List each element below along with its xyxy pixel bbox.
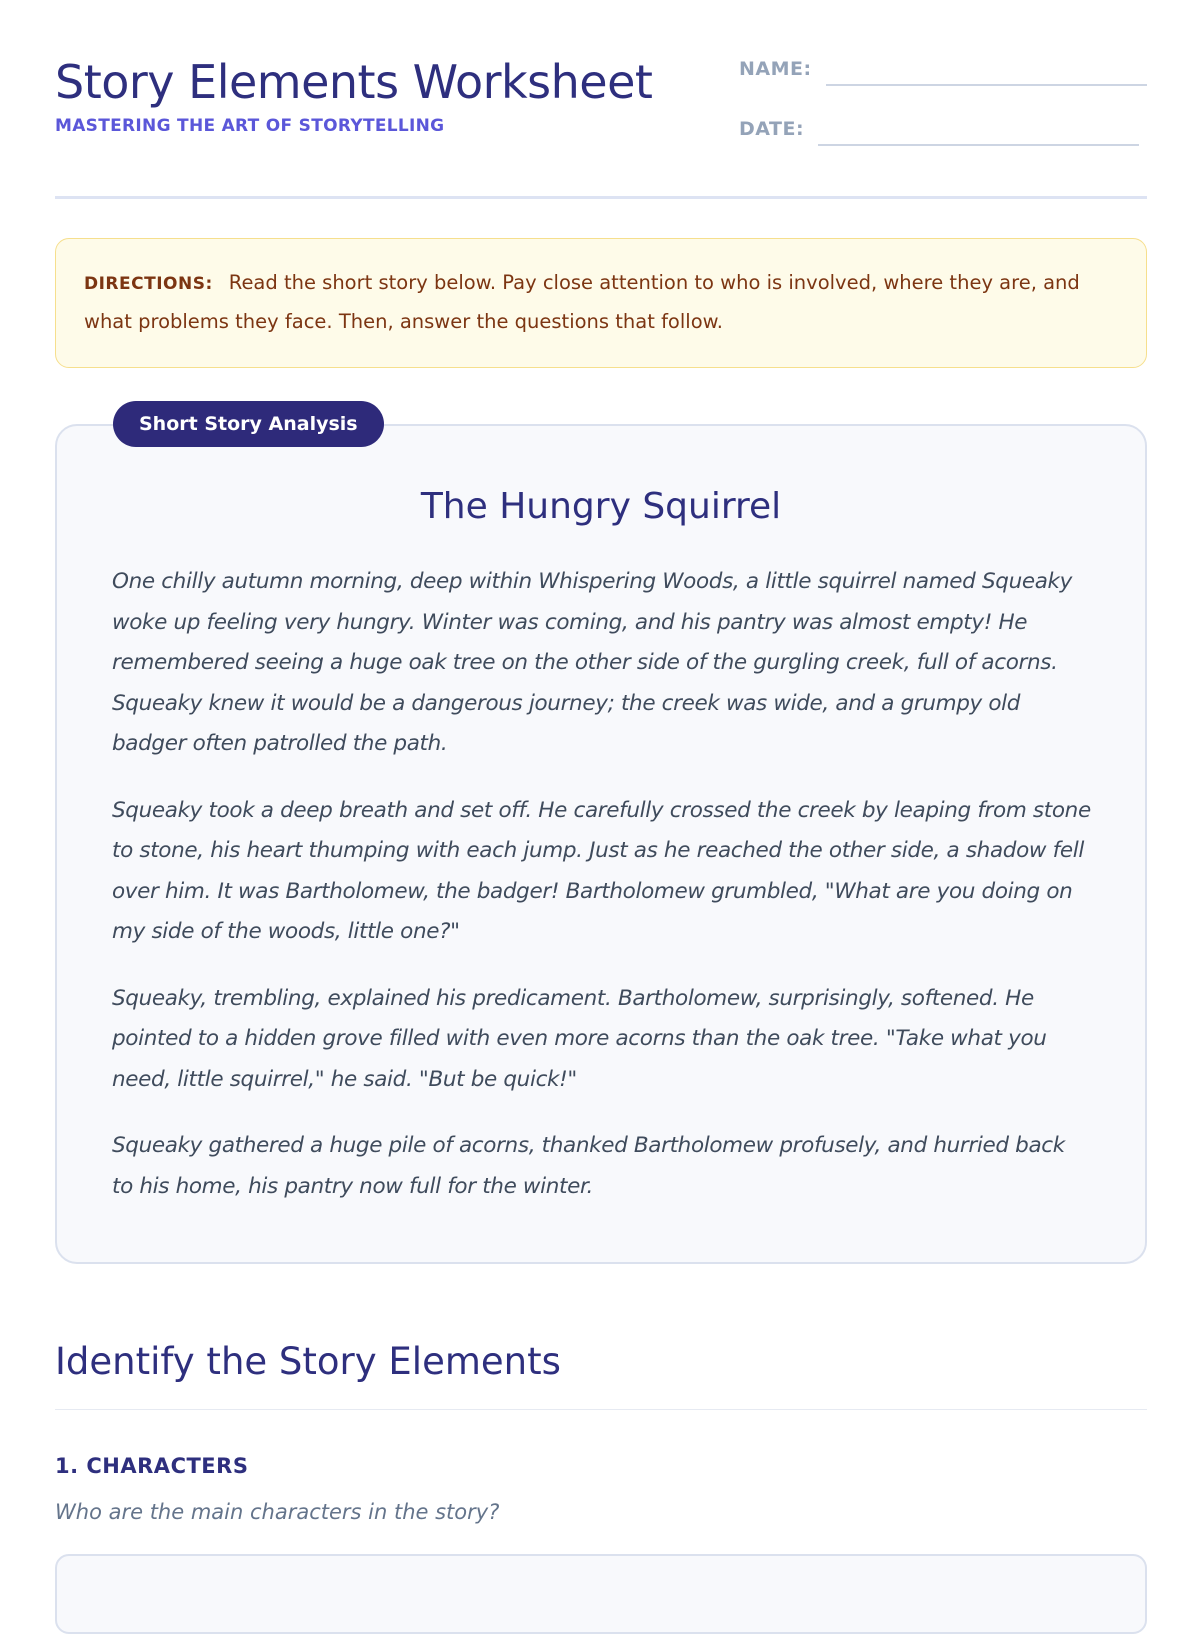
story-paragraph: Squeaky took a deep breath and set off. He carefully crossed the creek by leaping from stone to stone, his heart thumping with each jump. Just as he reached the other side, a shadow fell over him. It was Bartholomew, the badger! Bartholomew grumbled, "What are you doing on my side of the woods, little one?": [112, 797, 1091, 944]
answer-box-characters[interactable]: [55, 1554, 1147, 1634]
story-paragraph: Squeaky gathered a huge pile of acorns, thanked Bartholomew profusely, and hurried back to his home, his pantry now full for the winter.: [112, 1133, 1065, 1199]
worksheet-page: [55, 0, 1147, 1524]
date-input-line[interactable]: [818, 144, 1139, 146]
page-title: Story Elements Worksheet: [55, 55, 653, 109]
question-prompt-characters: Who are the main characters in the story?: [55, 1500, 500, 1524]
date-label: DATE:: [739, 118, 805, 140]
date-field: [739, 118, 1139, 142]
name-label: NAME:: [739, 58, 812, 80]
section-title: Identify the Story Elements: [55, 1340, 1147, 1410]
story-tag-badge: Short Story Analysis: [113, 401, 384, 447]
name-input-line[interactable]: [826, 84, 1147, 86]
story-body: [112, 562, 1092, 1233]
story-title: The Hungry Squirrel: [420, 486, 782, 527]
question-label-characters: 1. CHARACTERS: [55, 1454, 249, 1478]
directions-box: [55, 238, 1147, 368]
story-card: [55, 413, 1147, 1264]
directions-text: Read the short story below. Pay close attention to who is involved, where they are, and what problems they face. Then, answer the questions that follow.: [84, 271, 1080, 333]
page-subtitle: MASTERING THE ART OF STORYTELLING: [55, 116, 445, 136]
worksheet-header: [55, 0, 1147, 199]
story-paragraph: Squeaky, trembling, explained his predicament. Bartholomew, surprisingly, softened. He pointed to a hidden grove filled with even more acorns than the oak tree. "Take what you need, little squirrel," he said. "But be quick!": [112, 985, 1047, 1092]
name-field: [739, 58, 1147, 82]
directions-label: DIRECTIONS:: [84, 274, 213, 294]
story-paragraph: One chilly autumn morning, deep within Whispering Woods, a little squirrel named Squeaky woke up feeling very hungry. Winter was coming, and his pantry was almost empty! He remembered seeing a huge oak tree on the other side of the gurgling creek, full of acorns. Squeaky knew it would be a dangerous journey; the creek was wide, and a grumpy old badger often patrolled the path.: [112, 569, 1073, 756]
